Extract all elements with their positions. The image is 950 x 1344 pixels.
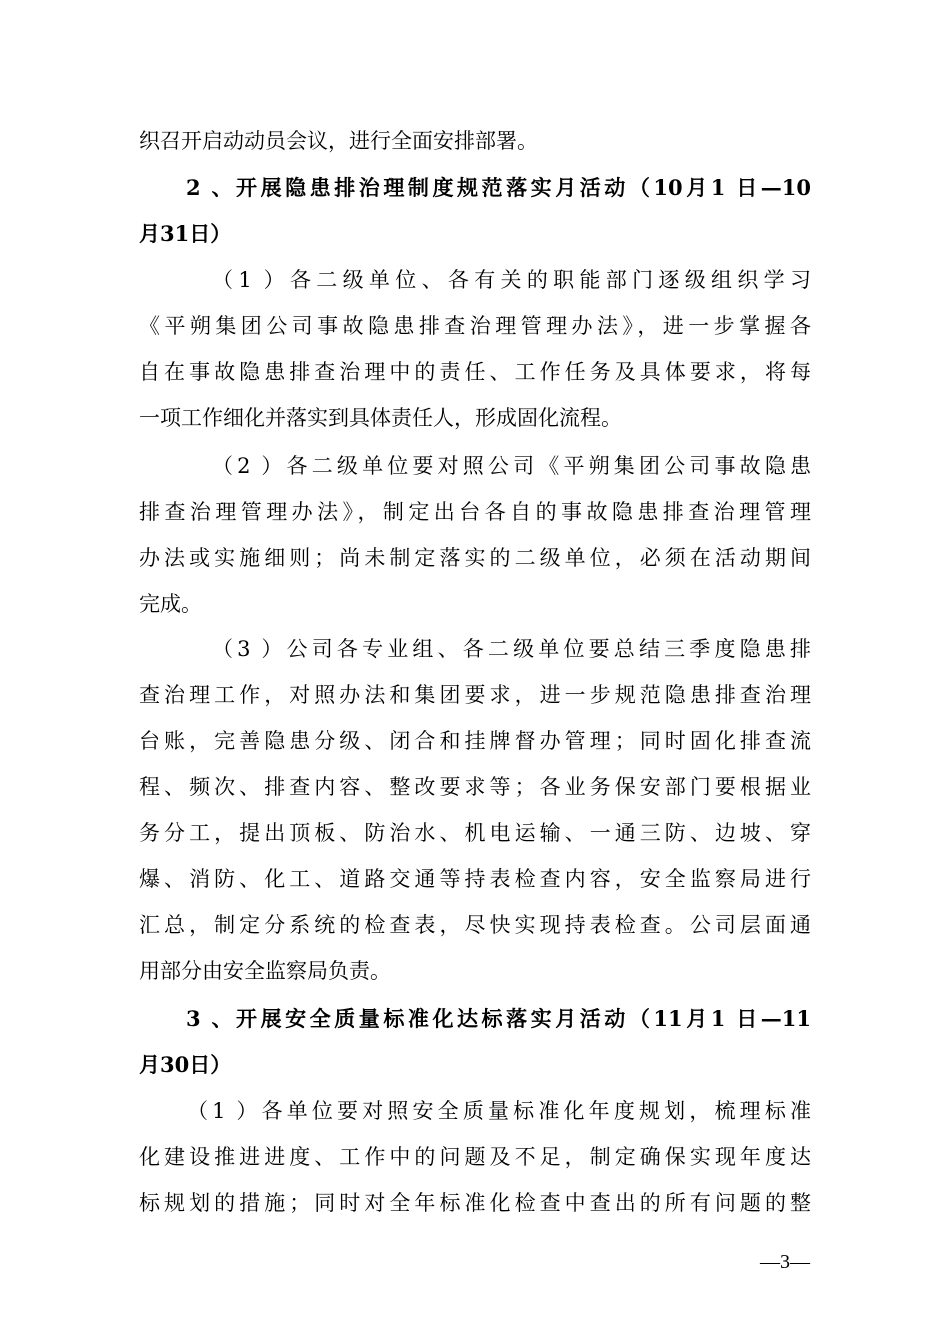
body-text-line: 《平朔集团公司事故隐患排查治理管理办法》，进一步掌握各: [139, 314, 811, 338]
section-heading-line: 3 、开展安全质量标准化达标落实月活动（11月1 日—11: [186, 1006, 811, 1031]
body-text-line: 织召开启动动员会议，进行全面安排部署。: [139, 129, 538, 153]
body-text-line: 排查治理管理办法》，制定出台各自的事故隐患排查治理管理: [139, 500, 811, 524]
body-text-line: 化建设推进进度、工作中的问题及不足，制定确保实现年度达: [139, 1145, 811, 1169]
page-number: —3—: [760, 1251, 810, 1273]
body-text-line: 台账，完善隐患分级、闭合和挂牌督办管理；同时固化排查流: [139, 729, 811, 753]
body-text-line: （2 ）各二级单位要对照公司《平朔集团公司事故隐患: [212, 454, 811, 478]
body-text-line: 务分工，提出顶板、防治水、机电运输、一通三防、边坡、穿: [139, 821, 811, 845]
body-text-line: （1 ）各二级单位、各有关的职能部门逐级组织学习: [212, 268, 811, 292]
section-heading-line: 2 、开展隐患排治理制度规范落实月活动（10月1 日—10: [186, 175, 811, 200]
body-text-line: 办法或实施细则；尚未制定落实的二级单位，必须在活动期间: [139, 546, 811, 570]
body-text-line: 程、频次、排查内容、整改要求等；各业务保安部门要根据业: [139, 775, 811, 799]
body-text-line: 汇总，制定分系统的检查表，尽快实现持表检查。公司层面通: [139, 913, 811, 937]
body-text-line: 标规划的措施；同时对全年标准化检查中查出的所有问题的整: [139, 1191, 811, 1215]
body-text-line: 用部分由安全监察局负责。: [139, 959, 391, 983]
body-text-line: 自在事故隐患排查治理中的责任、工作任务及具体要求，将每: [139, 360, 811, 384]
body-text-line: （1 ）各单位要对照安全质量标准化年度规划，梳理标准: [187, 1099, 811, 1123]
body-text-line: （3 ）公司各专业组、各二级单位要总结三季度隐患排: [212, 637, 811, 661]
section-heading-line: 月30日）: [139, 1052, 232, 1077]
section-heading-line: 月31日）: [139, 221, 232, 246]
body-text-line: 爆、消防、化工、道路交通等持表检查内容，安全监察局进行: [139, 867, 811, 891]
body-text-line: 一项工作细化并落实到具体责任人，形成固化流程。: [139, 406, 622, 430]
body-text-line: 完成。: [139, 592, 202, 616]
body-text-line: 查治理工作，对照办法和集团要求，进一步规范隐患排查治理: [139, 683, 811, 707]
